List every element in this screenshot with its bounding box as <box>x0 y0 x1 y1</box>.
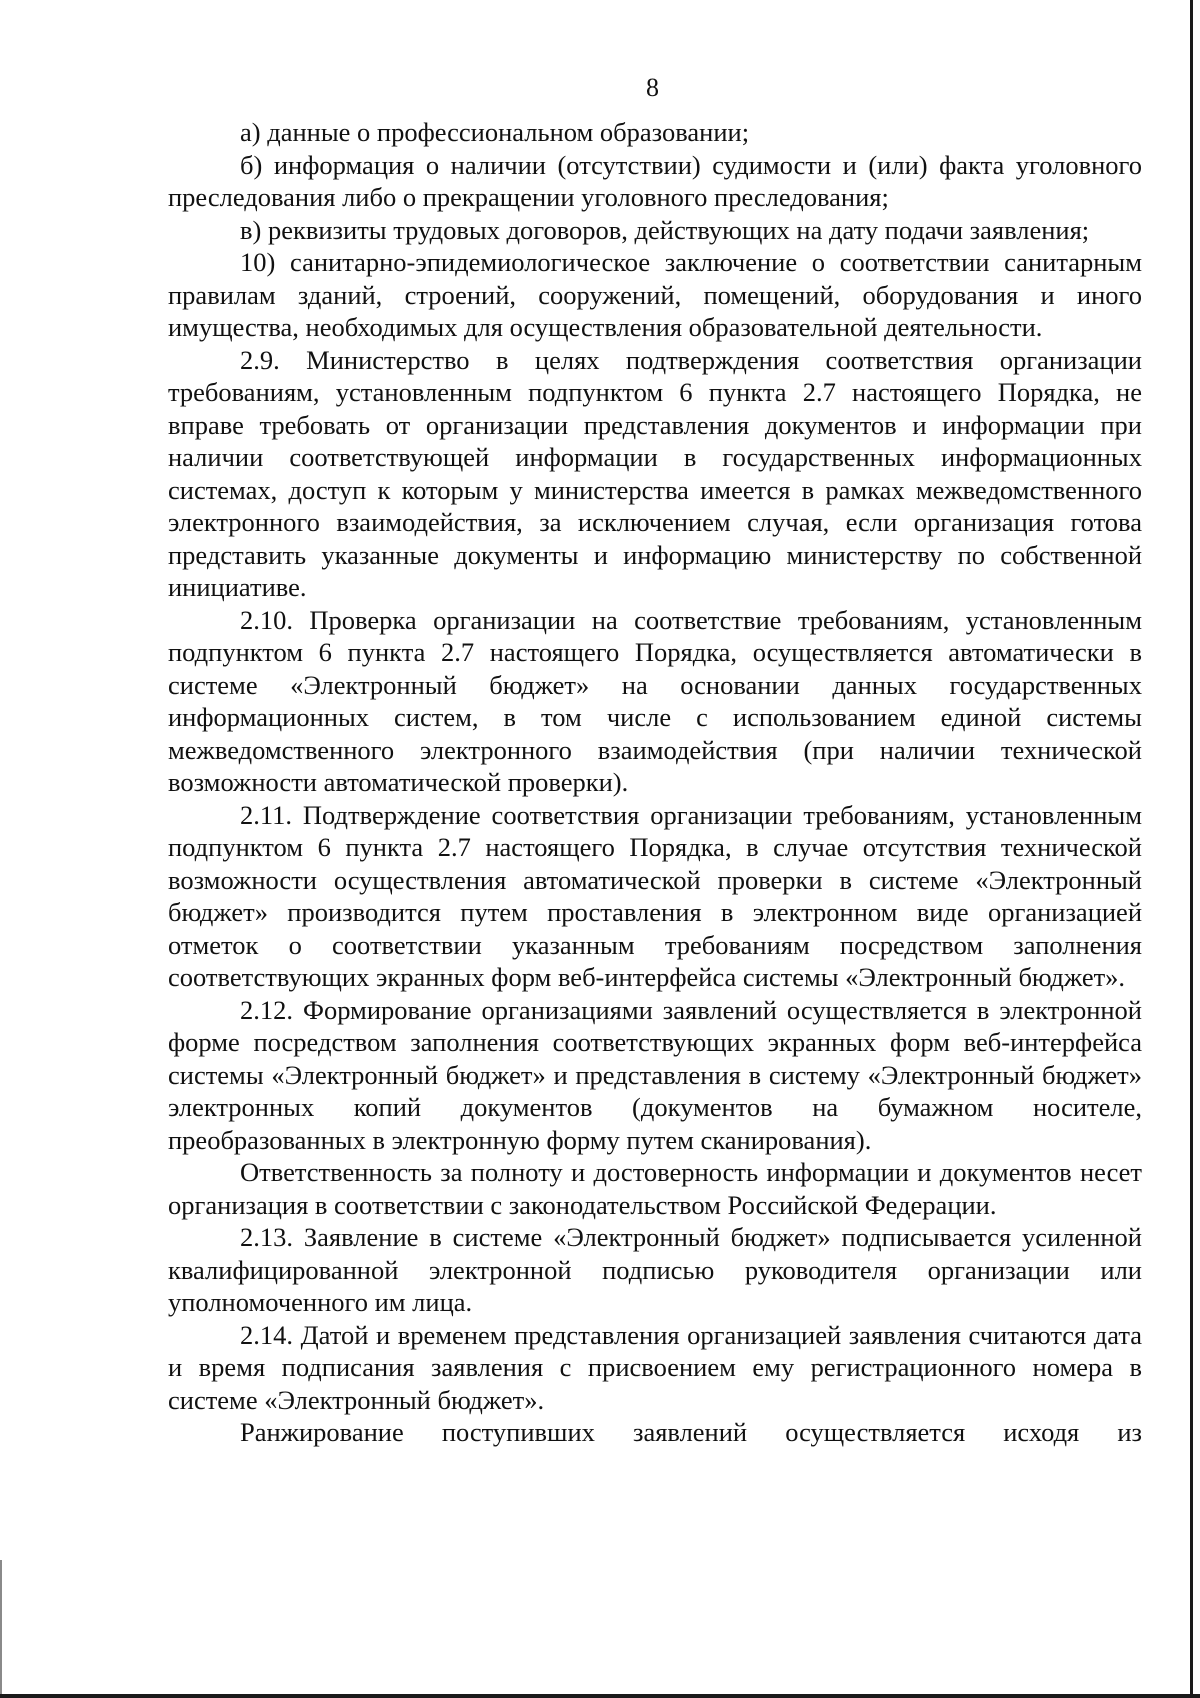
paragraph-clause-2-14: 2.14. Датой и временем представления организацией заявления считаются дата и время подписания заявления с присвоением ему регистрационного номера в системе «Электронный бюджет». <box>168 1319 1142 1415</box>
scan-edge-left <box>0 1560 2 1698</box>
paragraph-clause-2-10: 2.10. Проверка организации на соответствие требованиям, установленным подпунктом 6 пункта 2.7 настоящего Порядка, осуществляется автоматически в системе «Электронный бюджет» на основании данных государственных информационных систем, в том числе с использованием единой системы межведомственного электронного взаимодействия (при наличии технической возможности автоматической проверки). <box>168 604 1142 797</box>
paragraph-list-item-b: б) информация о наличии (отсутствии) судимости и (или) факта уголовного преследования либо о прекращении уголовного преследования; <box>168 149 1142 212</box>
paragraph-list-item-v: в) реквизиты трудовых договоров, действующих на дату подачи заявления; <box>240 214 1090 245</box>
paragraph-item-10: 10) санитарно-эпидемиологическое заключение о соответствии санитарным правилам зданий, строений, сооружений, помещений, оборудования и иного имущества, необходимых для осуществления образовательной деятельности. <box>168 247 1142 342</box>
scan-edge-bottom <box>0 1694 1200 1698</box>
paragraph-clause-2-9: 2.9. Министерство в целях подтверждения соответствия организации требованиям, установленным подпунктом 6 пункта 2.7 настоящего Порядка, не вправе требовать от организации представления документов и информации при наличии соответствующей информации в государственных информационных системах, доступ к которым у министерства имеется в рамках межведомственного электронного взаимодействия, за исключением случая, если организация готова представить указанные документы и информацию министерству по собственной инициативе. <box>168 344 1142 602</box>
scan-edge-right <box>1190 0 1193 1698</box>
paragraph-clause-2-11: 2.11. Подтверждение соответствия организации требованиям, установленным подпунктом 6 пункта 2.7 настоящего Порядка, в случае отсутствия технической возможности осуществления автоматической проверки в системе «Электронный бюджет» производится путем проставления в электронном виде организацией отметок о соответствии указанным требованиям посредством заполнения соответствующих экранных форм веб-интерфейса системы «Электронный бюджет». <box>168 799 1142 992</box>
paragraph-responsibility: Ответственность за полноту и достоверность информации и документов несет организация в соответствии с законодательством Российской Федерации. <box>168 1157 1142 1220</box>
paragraph-clause-2-13: 2.13. Заявление в системе «Электронный бюджет» подписывается усиленной квалифицированной электронной подписью руководителя организации или уполномоченного им лица. <box>168 1222 1142 1317</box>
document-body <box>168 116 1142 1449</box>
page-number: 8 <box>646 73 659 102</box>
paragraph-list-item-a: а) данные о профессиональном образовании; <box>240 117 750 147</box>
paragraph-clause-2-12: 2.12. Формирование организациями заявлений осуществляется в электронной форме посредством заполнения соответствующих экранных форм веб-интерфейса системы «Электронный бюджет» и представления в систему «Электронный бюджет» электронных копий документов (документов на бумажном носителе, преобразованных в электронную форму путем сканирования). <box>168 994 1142 1155</box>
paragraph-ranking: Ранжирование поступивших заявлений осуществляется исходя из <box>240 1417 1142 1447</box>
